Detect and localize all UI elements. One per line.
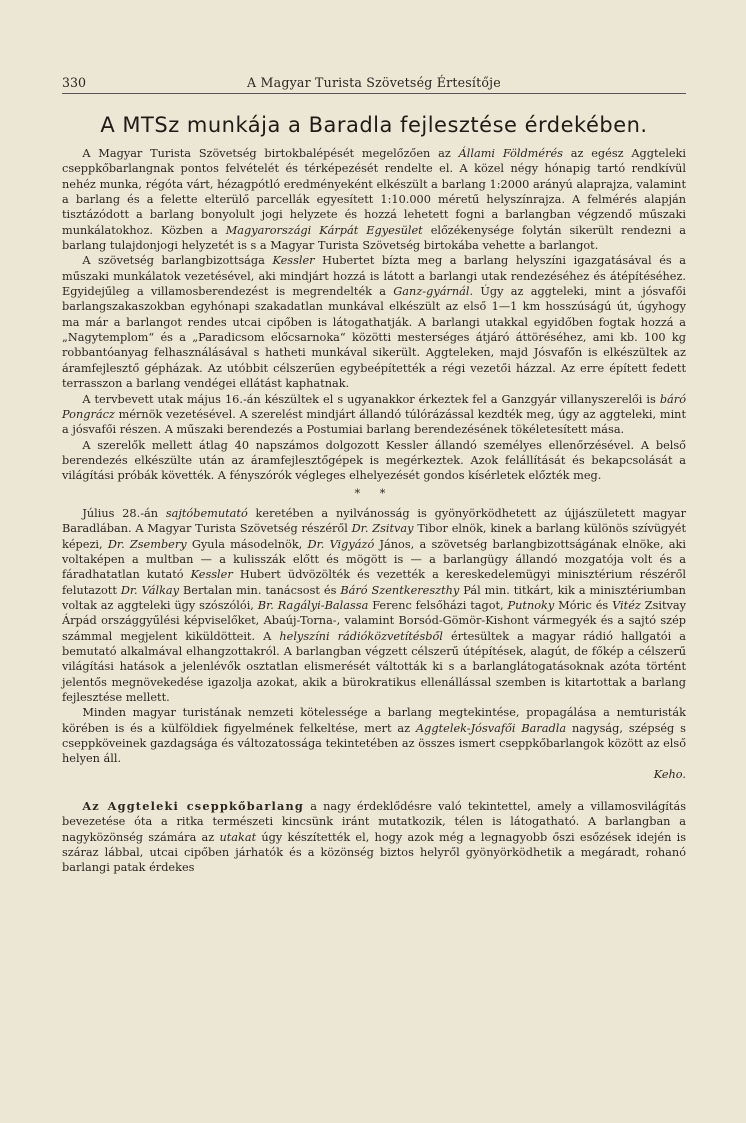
inline-emphasis: Kessler (272, 254, 315, 268)
inline-emphasis: Kessler (190, 568, 233, 582)
inline-emphasis: helyszíni rádióközvetítésből (279, 629, 443, 643)
inline-emphasis: Állami Földmérés (458, 147, 563, 160)
paragraph-3: A tervbevett utak május 16.-án készültek el s ugyanakkor érkeztek fel a Ganzgyár villanyszerelői is báró Pongrácz mérnök vezetésével. A szerelést mindjárt állandó túlórázással kezdték meg, úgy az aggteleki, mint a jósvafői részen. A műszaki berendezés a Postumiai barlang berendezésének tökéletesített mása. (62, 392, 686, 437)
paragraph-2: A szövetség barlangbizottsága Kessler Hubertet bízta meg a barlang helyszíni igazgatásával és a műszaki munkálatok vezetésével, aki mindjárt hozzá is látott a barlangi utak rendezéséhez és átépítéséhez. Egyidejűleg a villamosberendezést is megrendelték a Ganz-gyárnál. Úgy az aggteleki, mint a jósvafői barlangszakaszokban egyhónapi szakadatlan munkával elkészült az első 1—1 km hosszúságú út, úgyhogy ma már a barlangot rendes utcai cipőben is látogathatják. A barlangi utakkal egyidőben fogtak hozzá a „Nagytemplom“ és a „Paradicsom előcsarnoka“ közötti mesterséges átjáró áttöréséhez, ami kb. 100 kg robbantóanyag felhasználásával s hatheti munkával sikerült. Aggteleken, majd Jósvafőn is elkészültek az áramfejlesztő gépházak. Az utóbbit célszerűen egybeépítették a régi vezetői házzal. Az erre épített fedett terrasszon a barlang vendégei ellátást kaphatnak. (62, 254, 687, 391)
inline-emphasis: Dr. Vigyázó (307, 537, 375, 551)
inline-emphasis: Báró Szentkereszthy (340, 583, 460, 597)
paragraph-1: A Magyar Turista Szövetség birtokbalépését megelőzően az Állami Földmérés az egész Aggteleki cseppkőbarlangnak pontos felvételét és térképezését rendelte el. A közel négy hónapig tartó rendkívül nehéz munka, régóta várt, hézagpótló eredményeként elkészült a barlang 1:2000 arányú alaprajza, valamint a barlang és a felette elterülő parcellák egyesített 1:10.000 méretű helyszínrajza. A felmérés alapján tisztázódott a barlang bonyolult jogi helyzete és hozzá lehetett fogni a barlangban végzendő műszaki munkálatokhoz. Közben a Magyarországi Kárpát Egyesület előzékenysége folytán sikerült rendezni a barlang tulajdonjogi helyzetét is s a Magyar Turista Szövetség birtokába vehette a barlangot. (62, 147, 686, 253)
page-number: 330 (62, 75, 87, 90)
paragraph-6: Minden magyar turistának nemzeti kötelessége a barlang megtekintése, propagálása a nemturisták körében is és a külföldiek figyelmének felkeltése, mert az Aggtelek-Jósvafői Baradla nagyság, szépség s cseppköveinek gazdagsága és változatossága tekintetében az összes ismert cseppkőbarlangok között az első helyen áll. (62, 706, 686, 766)
inline-emphasis: Aggtelek-Jósvafői Baradla (416, 721, 567, 735)
page-header (62, 75, 686, 94)
inline-emphasis: Dr. Zsembery (107, 537, 187, 551)
inline-emphasis: Az Aggteleki cseppkőbarlang (82, 799, 305, 814)
inline-emphasis: Ganz-gyárnál (393, 285, 470, 299)
running-title: A Magyar Turista Szövetség Értesítője (247, 75, 501, 90)
inline-emphasis: Putnoky (507, 598, 555, 612)
inline-emphasis: Vitéz (612, 598, 641, 612)
inline-emphasis: Dr. Válkay (120, 583, 180, 597)
article-body (62, 146, 686, 876)
section-separator: * * (354, 486, 394, 500)
inline-emphasis: sajtóbemutató (165, 506, 248, 520)
paragraph-5: Július 28.-án sajtóbemutató keretében a nyilvánosság is gyönyörködhetett az újjászületett magyar Baradlában. A Magyar Turista Szövetség részéről Dr. Zsitvay Tibor elnök, kinek a barlang különös szívügyét képezi, Dr. Zsembery Gyula másodelnök, Dr. Vigyázó János, a szövetség barlangbizottságának elnöke, aki voltaképen a multban — a kulisszák előtt és mögött is — a barlangügy állandó mozgatója volt és a fáradhatatlan kutató Kessler Hubert üdvözölték és vezették a kereskedelemügyi minisztérium részéről felutazott Dr. Válkay Bertalan min. tanácsost és Báró Szentkereszthy Pál min. titkárt, kik a minisztériumban voltak az aggteleki ügy szószólói, Br. Ragályi-Balassa Ferenc felsőházi tagot, Putnoky Móric és Vitéz Zsitvay Árpád országgyűlési képviselőket, Abaúj-Torna-, valamint Borsód-Gömör-Kishont vármegyék és a sajtó szép számmal megjelent kiküldötteit. A helyszíni rádióközvetítésből értesültek a magyar rádió hallgatói a bemutató alkalmával elhangzottakról. A barlangban végzett célszerű útépítések, alagút, de főkép a célszerű világítási hatások a jelenlévők osztatlan elismerését váltották ki s a barlanglátogatásoknak azóta történt jelentős megnövekedése igazolja azokat, akik a bürokratikus ellenállással szemben is kitartottak a barlang fejlesztése mellett. (62, 506, 687, 705)
author-signature: Keho. (653, 767, 686, 781)
inline-emphasis: Magyarországi Kárpát Egyesület (225, 223, 423, 237)
paragraph-4: A szerelők mellett átlag 40 napszámos dolgozott Kessler állandó személyes ellenőrzésével. A belső berendezés elkészülte után az áramfejlesztőgépek is megérkeztek. Azok felállítását és bekapcsolását a világítási próbák követték. A fényszórók végleges elhelyezését gondos kísérletek előzték meg. (62, 438, 686, 483)
paragraph-7: Az Aggteleki cseppkőbarlang a nagy érdeklődésre való tekintettel, amely a villamosvilágítás bevezetése óta a ritka természeti kincsünk iránt mutatkozik, télen is látogatható. A barlangban a nagyközönség számára az utakat úgy készítették el, hogy azok még a legnagyobb őszi esőzések idején is száraz lábbal, utcai cipőben járhatók és a közönség biztos helyről gyönyörködhetik a megáradt, rohanó barlangi patak érdekes (62, 799, 686, 875)
inline-emphasis: Br. Ragályi-Balassa (257, 598, 369, 612)
article-title: A MTSz munkája a Baradla fejlesztése érdekében. (100, 113, 648, 137)
inline-emphasis: Dr. Zsitvay (351, 522, 414, 536)
inline-emphasis: utakat (219, 830, 257, 844)
inline-emphasis: báró Pongrácz (62, 392, 686, 421)
